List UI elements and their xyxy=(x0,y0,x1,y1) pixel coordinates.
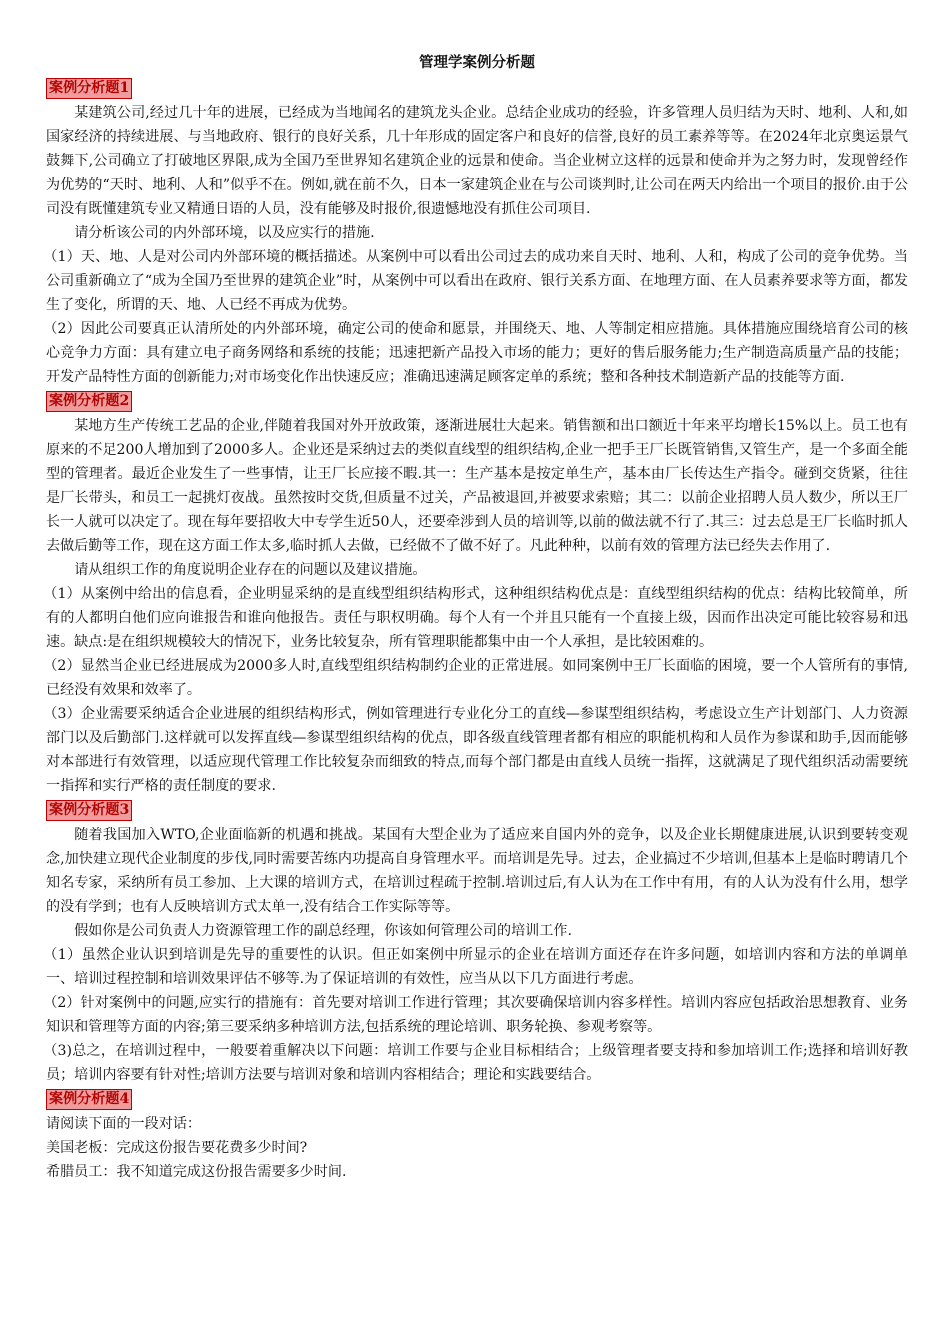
case-heading-3: 案例分析题3 xyxy=(46,800,132,821)
case-2-body: 某地方生产传统工艺品的企业,伴随着我国对外开放政策，逐渐进展壮大起来。销售额和出口额近十年来平均增长15%以上。员工也有原来的不足200人增加到了2000多人。企业还是采纳过去的类似直线型的组织结构,企业一把手王厂长既管销售,又管生产，是一个多面全能型的管理者。最近企业发生了一些事情，让王厂长应接不暇.其一：生产基本是按定单生产，基本由厂长传达生产指令。碰到交货紧，往往是厂长带头，和员工一起挑灯夜战。虽然按时交货,但质量不过关，产品被退回,并被要求索赔；其二：以前企业招聘人员人数少，所以王厂长一人就可以决定了。现在每年要招收大中专学生近50人，还要牵涉到人员的培训等,以前的做法就不行了.其三：过去总是王厂长临时抓人去做后勤等工作，现在这方面工作太多,临时抓人去做，已经做不了做不好了。凡此种种，以前有效的管理方法已经失去作用了. xyxy=(46,418,908,554)
case-4-line-2: 美国老板：完成这份报告要花费多少时间? xyxy=(46,1140,308,1156)
document-page xyxy=(43,50,908,1184)
case-4-line-1: 请阅读下面的一段对话： xyxy=(46,1116,202,1132)
case-section-2 xyxy=(43,389,908,798)
case-2-question: 请从组织工作的角度说明企业存在的问题以及建议措施。 xyxy=(74,562,427,578)
case-1-question: 请分析该公司的内外部环境，以及应实行的措施. xyxy=(74,225,375,241)
case-3-answer-1: （1）虽然企业认识到培训是先导的重要性的认识。但正如案例中所显示的企业在培训方面还存在许多问题，如培训内容和方法的单调单一、培训过程控制和培训效果评估不够等.为了保证培训的有效性，应当从以下几方面进行考虑。 xyxy=(43,947,908,987)
case-heading-2: 案例分析题2 xyxy=(46,391,132,412)
case-2-answer-2: （2）显然当企业已经进展成为2000多人时,直线型组织结构制约企业的正常进展。如同案例中王厂长面临的困境，要一个人管所有的事情,已经没有效果和效率了。 xyxy=(43,658,908,698)
case-3-body: 随着我国加入WTO,企业面临新的机遇和挑战。某国有大型企业为了适应来自国内外的竞争，以及企业长期健康进展,认识到要转变观念,加快建立现代企业制度的步伐,同时需要苦练内功提高自身管理水平。而培训是先导。过去，企业搞过不少培训,但基本上是临时聘请几个知名专家，采纳所有员工参加、上大课的培训方式，在培训过程疏于控制.培训过后,有人认为在工作中有用，有的人认为没有什么用，想学的没有学到；也有人反映培训方式太单一,没有结合工作实际等等。 xyxy=(46,827,908,915)
case-2-answer-3: （3）企业需要采纳适合企业进展的组织结构形式，例如管理进行专业化分工的直线—参谋型组织结构，考虑设立生产计划部门、人力资源部门以及后勤部门.这样就可以发挥直线—参谋型组织结构的优点，即各级直线管理者都有相应的职能机构和人员作为参谋和助手,因而能够对本部进行有效管理，以适应现代管理工作比较复杂而细致的特点,而每个部门都是由直线人员统一指挥，这就满足了现代组织活动需要统一指挥和实行严格的责任制度的要求. xyxy=(43,706,908,794)
case-2-answer-1: （1）从案例中给出的信息看，企业明显采纳的是直线型组织结构形式，这种组织结构优点是：直线型组织结构的优点：结构比较简单，所有的人都明白他们应向谁报告和谁向他报告。责任与职权明确。每个人有一个并且只能有一个直接上级，因而作出决定可能比较容易和迅速。缺点:是在组织规模较大的情况下，业务比较复杂，所有管理职能都集中由一个人承担，是比较困难的。 xyxy=(43,586,908,650)
case-3-answer-3: （3)总之，在培训过程中，一般要着重解决以下问题：培训工作要与企业目标相结合；上级管理者要支持和参加培训工作;选择和培训好教员；培训内容要有针对性;培训方法要与培训对象和培训内容相结合；理论和实践要结合。 xyxy=(43,1043,908,1083)
case-1-answer-2: （2）因此公司要真正认清所处的内外部环境，确定公司的使命和愿景，并围绕天、地、人等制定相应措施。具体措施应围绕培育公司的核心竞争力方面：具有建立电子商务网络和系统的技能；迅速把新产品投入市场的能力；更好的售后服务能力;生产制造高质量产品的技能；开发产品特性方面的创新能力;对市场变化作出快速反应；准确迅速满足顾客定单的系统；整和各种技术制造新产品的技能等方面. xyxy=(43,321,908,385)
case-3-answer-2: （2）针对案例中的问题,应实行的措施有：首先要对培训工作进行管理；其次要确保培训内容多样性。培训内容应包括政治思想教育、业务知识和管理等方面的内容;第三要采纳多种培训方法,包括系统的理论培训、职务轮换、参观考察等。 xyxy=(43,995,908,1035)
case-section-1 xyxy=(43,76,908,389)
case-section-3 xyxy=(43,798,908,1087)
case-4-line-3: 希腊员工：我不知道完成这份报告需要多少时间. xyxy=(46,1164,347,1180)
case-heading-4: 案例分析题4 xyxy=(46,1089,132,1110)
case-3-question: 假如你是公司负责人力资源管理工作的副总经理，你该如何管理公司的培训工作. xyxy=(74,923,572,939)
case-1-body: 某建筑公司,经过几十年的进展，已经成为当地闻名的建筑龙头企业。总结企业成功的经验，许多管理人员归结为天时、地利、人和,如国家经济的持续进展、与当地政府、银行的良好关系，几十年形成的固定客户和良好的信誉,良好的员工素养等等。在2024年北京奥运景气鼓舞下,公司确立了打破地区界限,成为全国乃至世界知名建筑企业的远景和使命。当企业树立这样的远景和使命并为之努力时，发现曾经作为优势的“天时、地利、人和”似乎不在。例如,就在前不久，日本一家建筑企业在与公司谈判时,让公司在两天内给出一个项目的报价.由于公司没有既懂建筑专业又精通日语的人员，没有能够及时报价,很遗憾地没有抓住公司项目. xyxy=(46,105,908,217)
case-1-answer-1: （1）天、地、人是对公司内外部环境的概括描述。从案例中可以看出公司过去的成功来自天时、地利、人和，构成了公司的竞争优势。当公司重新确立了“成为全国乃至世界的建筑企业”时，从案例中可以看出在政府、银行关系方面、在地理方面、在人员素养要求等方面，都发生了变化，所谓的天、地、人已经不再成为优势。 xyxy=(43,249,908,313)
page-title: 管理学案例分析题 xyxy=(419,55,535,71)
case-section-4 xyxy=(46,1087,908,1184)
case-heading-1: 案例分析题1 xyxy=(46,78,132,99)
